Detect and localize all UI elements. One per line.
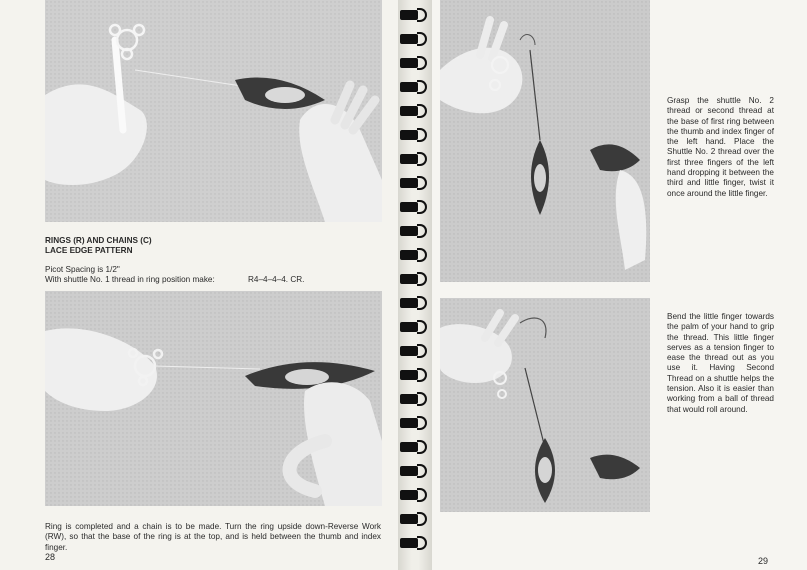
spiral-coil bbox=[400, 536, 428, 550]
instruction-grasp-shuttle: Grasp the shuttle No. 2 thread or second thread at the base of first ring between the thumb and index finger of the left hand. Place the Shuttle No. 2 thread over the first three fingers of the left hand dropping it between the third and little finger, twist it once around the little finger. bbox=[667, 96, 774, 198]
shuttle-instruction: With shuttle No. 1 thread in ring position make: bbox=[45, 275, 215, 284]
spiral-coil bbox=[400, 488, 428, 502]
page-number-29: 29 bbox=[758, 556, 769, 566]
spiral-coil bbox=[400, 416, 428, 430]
spiral-coil bbox=[400, 392, 428, 406]
spiral-coil bbox=[400, 464, 428, 478]
heading-line-1: RINGS (R) AND CHAINS (C) bbox=[45, 236, 152, 245]
spiral-coil bbox=[400, 8, 428, 22]
photo-hands-ring-shuttle-bottom bbox=[45, 291, 382, 506]
spiral-coil bbox=[400, 152, 428, 166]
pattern-notation: R4–4–4–4. CR. bbox=[248, 275, 305, 284]
spiral-coil bbox=[400, 248, 428, 262]
photo-hand-hanging-shuttle-top bbox=[440, 0, 650, 282]
picot-spacing: Picot Spacing is 1/2" bbox=[45, 265, 120, 274]
spiral-coil bbox=[400, 56, 428, 70]
pattern-heading bbox=[45, 236, 152, 256]
left-page bbox=[0, 0, 398, 570]
spiral-coil bbox=[400, 344, 428, 358]
spiral-coil bbox=[400, 200, 428, 214]
page-number-28: 28 bbox=[45, 552, 56, 562]
spiral-coil bbox=[400, 128, 428, 142]
spiral-coil bbox=[400, 440, 428, 454]
spiral-coil bbox=[400, 80, 428, 94]
caption-ring-completed: Ring is completed and a chain is to be made. Turn the ring upside down-Reverse Work (RW), so that the base of the ring is at the top, and is held between the thumb and index finger. bbox=[45, 522, 381, 552]
photo-hand-hanging-shuttle-bottom bbox=[440, 298, 650, 512]
spiral-coil bbox=[400, 224, 428, 238]
instruction-bend-finger: Bend the little finger towards the palm of your hand to grip the thread. This little finger serves as a tension finger to ease the thread out as you use it. Having Second Thread on a shuttle helps the tension. Also it is easier than working from a ball of thread that would roll around. bbox=[667, 312, 774, 414]
spiral-coil bbox=[400, 368, 428, 382]
right-page bbox=[432, 0, 807, 570]
photo-hands-ring-shuttle-top bbox=[45, 0, 382, 222]
heading-line-2: LACE EDGE PATTERN bbox=[45, 246, 133, 255]
spiral-coil bbox=[400, 296, 428, 310]
spiral-coil bbox=[400, 176, 428, 190]
spiral-coil bbox=[400, 512, 428, 526]
spiral-coil bbox=[400, 320, 428, 334]
spiral-coil bbox=[400, 272, 428, 286]
spiral-coil bbox=[400, 104, 428, 118]
spiral-coil bbox=[400, 32, 428, 46]
